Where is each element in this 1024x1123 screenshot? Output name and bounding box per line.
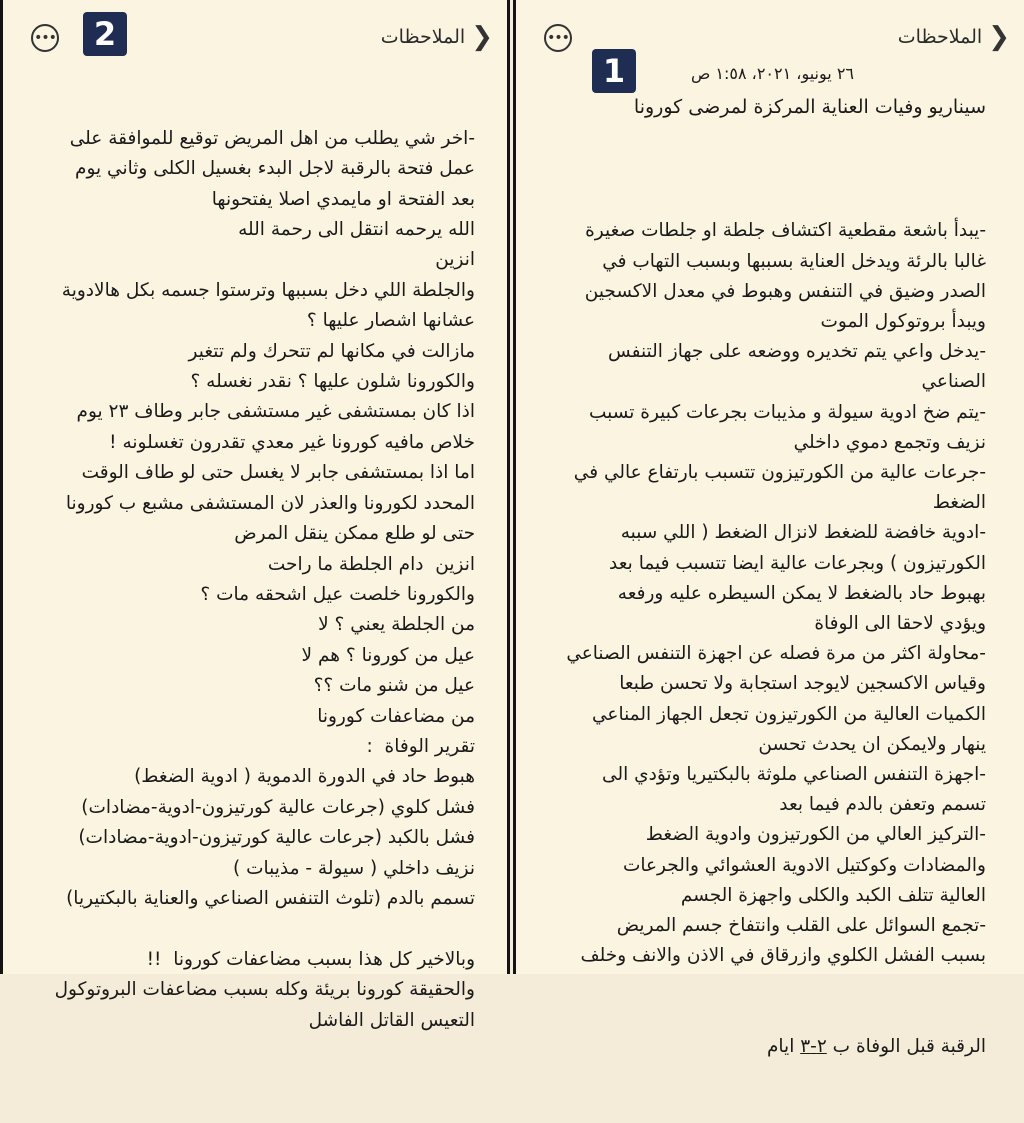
note-line: ويؤدي لاحقا الى الوفاة <box>814 613 986 635</box>
note-toolbar <box>3 20 507 60</box>
note-line: من الجلطة يعني ؟ لا <box>318 614 475 636</box>
note-line: تسمم وتعفن بالدم فيما بعد <box>779 794 986 816</box>
note-line: فشل كلوي (جرعات عالية كورتيزون-ادوية-مضادات) <box>81 796 475 818</box>
note-line: ويبدأ بروتوكول الموت <box>820 311 986 333</box>
note-line: الرقبة قبل الوفاة ب ٢-٣ ايام <box>766 1035 986 1057</box>
chevron-left-icon: ❮ <box>471 22 493 52</box>
screenshot-number-badge: 2 <box>83 12 127 56</box>
note-line: فشل بالكبد (جرعات عالية كورتيزون-ادوية-مضادات) <box>78 827 475 849</box>
note-line: -التركيز العالي من الكورتيزون وادوية الضغط <box>645 824 986 846</box>
back-button[interactable] <box>381 24 493 50</box>
note-line: العالية تتلف الكبد والكلى واجهزة الجسم <box>680 884 986 906</box>
note-line: اما اذا بمستشفى جابر لا يغسل حتى لو طاف الوقت <box>81 462 475 484</box>
note-line: المحدد لكورونا والعذر لان المستشفى مشبع ب كورونا <box>65 492 475 514</box>
back-label: الملاحظات <box>897 26 983 48</box>
note-line: الكورتيزون ) وبجرعات عالية ايضا تتسبب فيما بعد <box>609 552 986 574</box>
note-line: الصدر وضيق في التنفس وهبوط في معدل الاكسجين <box>584 280 986 302</box>
note-line: انزين دام الجلطة ما راحت <box>267 553 475 575</box>
note-line: عمل فتحة بالرقبة لاجل البدء بغسيل الكلى وثاني يوم <box>75 158 475 180</box>
note-body[interactable] <box>3 63 507 1097</box>
note-line: الضغط <box>932 492 986 514</box>
note-pane-2 <box>0 0 510 1031</box>
screenshot-number-badge: 1 <box>592 49 636 93</box>
note-line: -اخر شي يطلب من اهل المريض توقيع للموافقة على <box>69 127 475 149</box>
note-line: غالبا بالرئة ويدخل العناية بسببها وبسبب التهاب في <box>602 250 986 272</box>
chevron-left-icon: ❮ <box>988 22 1010 52</box>
note-line: -يتم ضخ ادوية سيولة و مذيبات بجرعات كبيرة تسبب <box>589 401 986 423</box>
note-line: -يبدأ باشعة مقطعية اكتشاف جلطة او جلطات صغيرة <box>585 220 986 242</box>
note-line: بعد الفتحة او مايمدي اصلا يفتحونها <box>211 188 475 210</box>
note-line: هبوط حاد في الدورة الدموية ( ادوية الضغط) <box>134 766 475 788</box>
note-line: والمضادات وكوكتيل الادوية العشوائي والجرعات <box>622 854 986 876</box>
note-line: عيل من شنو مات ؟؟ <box>313 675 475 697</box>
note-line: -يدخل واعي يتم تخديره ووضعه على جهاز التنفس <box>608 341 986 363</box>
note-line: انزين <box>435 249 475 271</box>
note-line: عشانها اشصار عليها ؟ <box>306 310 475 332</box>
note-date: ٢٦ يونيو، ٢٠٢١، ١:٥٨ ص <box>690 64 854 83</box>
note-line: تسمم بالدم (تلوث التنفس الصناعي والعناية بالبكتيريا) <box>66 887 475 909</box>
note-pane-1 <box>513 0 1024 1057</box>
note-line: عيل من كورونا ؟ هم لا <box>301 644 475 666</box>
note-title: سيناريو وفيات العناية المركزة لمرضى كورونا <box>633 96 986 118</box>
note-line: وقياس الاكسجين لايوجد استجابة ولا تحسن طبعا <box>619 673 986 695</box>
note-line: -جرعات عالية من الكورتيزون تتسبب بارتفاع عالي في <box>573 462 986 484</box>
back-button[interactable] <box>898 24 1010 50</box>
note-line: -محاولة اكثر من مرة فصله عن اجهزة التنفس الصناعي <box>566 643 986 665</box>
note-line: التعيس القاتل الفاشل <box>308 1009 475 1031</box>
note-line: بهبوط حاد بالضغط لا يمكن السيطره عليه ورفعه <box>617 582 986 604</box>
note-line: -ادوية خافضة للضغط لانزال الضغط ( اللي سببه <box>620 522 986 544</box>
back-label: الملاحظات <box>380 26 466 48</box>
note-line <box>19 914 475 944</box>
note-line: والكورونا شلون عليها ؟ نقدر نغسله ؟ <box>190 371 475 393</box>
note-line: بسبب الفشل الكلوي وازرقاق في الاذن والانف وخلف <box>580 945 986 967</box>
note-line: وبالاخير كل هذا بسبب مضاعفات كورونا !! <box>146 948 475 970</box>
note-line: -اجهزة التنفس الصناعي ملوثة بالبكتيريا وتؤدي الى <box>602 764 986 786</box>
note-line: اذا كان بمستشفى غير مستشفى جابر وطاف ٢٣ يوم <box>76 401 475 423</box>
note-line: مازالت في مكانها لم تتحرك ولم تتغير <box>188 340 475 362</box>
note-line: نزيف داخلي ( سيولة - مذيبات ) <box>232 857 475 879</box>
note-line: الله يرحمه انتقل الى رحمة الله <box>238 219 475 241</box>
note-line: والجلطة اللي دخل بسببها وترستوا جسمه بكل هالادوية <box>61 279 475 301</box>
more-options-icon[interactable]: ••• <box>544 24 572 52</box>
note-line: خلاص مافيه كورونا غير معدي تقدرون تغسلونه ! <box>109 431 475 453</box>
note-line: الصناعي <box>921 371 986 393</box>
note-line: الكميات العالية من الكورتيزون تجعل الجهاز المناعي <box>591 703 986 725</box>
note-line: ينهار ولايمكن ان يحدث تحسن <box>758 733 986 755</box>
more-options-icon[interactable]: ••• <box>31 24 59 52</box>
note-body[interactable] <box>516 156 1024 1123</box>
note-line: والحقيقة كورونا بريئة وكله بسبب مضاعفات البروتوكول <box>54 979 475 1001</box>
note-line: تقرير الوفاة : <box>366 735 475 757</box>
note-line: حتى لو طلع ممكن ينقل المرض <box>234 523 475 545</box>
note-line: نزيف وتجمع دموي داخلي <box>793 431 986 453</box>
note-line: -تجمع السوائل على القلب وانتفاخ جسم المريض <box>616 915 986 937</box>
note-line: من مضاعفات كورونا <box>317 705 475 727</box>
note-line: والكورونا خلصت عيل اشحقه مات ؟ <box>200 583 475 605</box>
